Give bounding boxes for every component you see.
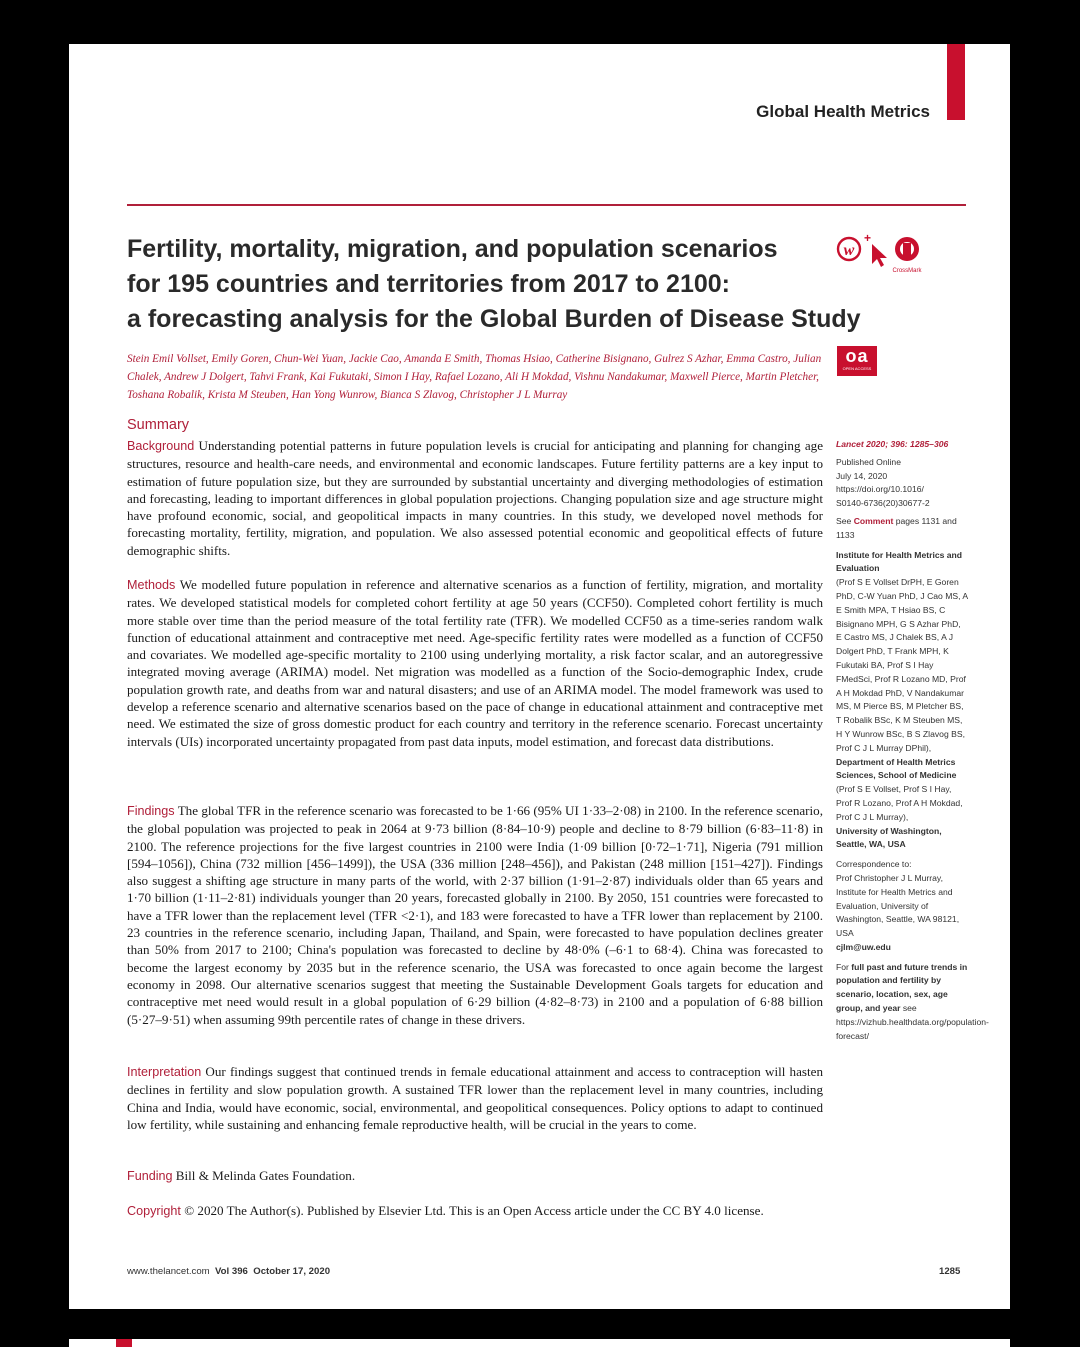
comment-pages: pages 1131 and 1133	[836, 515, 957, 540]
svg-text:+: +	[864, 232, 872, 245]
methods-label: Methods	[127, 578, 176, 592]
institution-1: Institute for Health Metrics and Evaluation	[836, 549, 963, 574]
author-list: Stein Emil Vollset, Emily Goren, Chun-Wei Yuan, Jackie Cao, Amanda E Smith, Thomas Hsiao, Catherine Bisignano, Gulrez S Azhar, Emma Castro, Julian Chalek, Andrew J Dolgert, Tahvi Frank, Kai Fukutaki, Simon I Hay, Rafael Lozano, Ali H Mokdad, Vishnu Nandakumar, Maxwell Pierce, Martin Pletcher, Toshana Robalik, Krista M Steuben, Han Yong Wunrow, Bianca S Zlavog, Christopher J L Murray	[127, 353, 822, 401]
footer-date: October 17, 2020	[253, 1266, 331, 1277]
title-line: Fertility, mortality, migration, and population scenarios	[127, 235, 778, 263]
article-title	[127, 232, 861, 337]
page-number: 1285	[939, 1266, 961, 1277]
next-page-edge	[69, 1339, 1010, 1347]
footer-site[interactable]: www.thelancet.com	[127, 1266, 210, 1277]
icon-group	[836, 232, 936, 276]
interpretation-label: Interpretation	[127, 1065, 202, 1079]
oa-sub-label: OPEN ACCESS	[842, 366, 872, 371]
crossmark-icon[interactable]	[892, 237, 922, 274]
cursor-icon	[872, 244, 887, 267]
doi-line-1: https://doi.org/10.1016/	[836, 484, 924, 495]
more-data-note	[836, 961, 968, 1016]
see-comment	[836, 515, 968, 543]
findings-label: Findings	[127, 804, 175, 818]
funding-text: Bill & Melinda Gates Foundation.	[175, 1168, 356, 1183]
institution-2: Department of Health Metrics Sciences, School of Medicine	[836, 756, 957, 781]
background-label: Background	[127, 439, 195, 453]
comment-link[interactable]: Comment	[853, 515, 894, 526]
correspondence-label: Correspondence to:	[836, 859, 912, 870]
background-paragraph	[127, 437, 823, 559]
title-line: a forecasting analysis for the Global Burden of Disease Study	[127, 305, 861, 333]
published-online: Published Online	[836, 456, 901, 467]
for-label: For	[836, 961, 849, 972]
findings-paragraph	[127, 802, 823, 1028]
methods-paragraph	[127, 576, 823, 750]
copyright-text: © 2020 The Author(s). Published by Elsevier Ltd. This is an Open Access article under the CC BY 4.0 license.	[184, 1203, 764, 1218]
correspondence-address: Prof Christopher J L Murray, Institute for Health Metrics and Evaluation, University of Washington, Seattle, WA 98121, USA	[836, 872, 960, 939]
funding-label: Funding	[127, 1169, 173, 1183]
interpretation-paragraph	[127, 1063, 823, 1133]
oa-label: oa	[845, 346, 869, 366]
email-link[interactable]: cjlm@uw.edu	[836, 941, 891, 952]
funding-paragraph	[127, 1167, 823, 1185]
section-tab	[947, 44, 965, 120]
header-rule	[127, 204, 966, 206]
summary-heading: Summary	[127, 417, 190, 433]
next-page-tab	[116, 1339, 132, 1347]
institution-1-people: (Prof S E Vollset DrPH, E Goren PhD, C-W Yuan PhD, J Cao MS, A E Smith MPA, T Hsiao BS, C Bisignano MPH, G S Azhar PhD, E Castro MS, J Chalek BS, A J Dolgert PhD, T Frank MPH, K Fukutaki BA, Prof S I Hay FMedSci, Prof R Lozano MD, Prof A H Mokdad PhD, V Nandakumar MS, M Pierce BS, M Pletcher BS, T Robalik BSc, K M Steuben MS, H Y Wunrow BSc, B S Zlavog BS, Prof C J L Murray DPhil),	[836, 577, 968, 753]
section-label: Global Health Metrics	[756, 102, 930, 121]
footer-left	[127, 1266, 330, 1277]
doi-line-2: S0140-6736(20)30677-2	[836, 498, 930, 509]
copyright-label: Copyright	[127, 1204, 181, 1218]
published-date: July 14, 2020	[836, 470, 888, 481]
footer-volume: Vol 396	[215, 1266, 248, 1277]
citation: Lancet 2020; 396: 1285–306	[836, 439, 949, 449]
institution-2-place: University of Washington, Seattle, WA, USA	[836, 825, 942, 850]
copyright-paragraph	[127, 1202, 823, 1220]
doi-link[interactable]	[836, 483, 968, 511]
see-label: See	[836, 515, 852, 526]
interpretation-text: Our findings suggest that continued trends in female educational attainment and access to contraception will hasten declines in fertility and slow population growth. A sustained TFR lower than the replacement level in many countries, including China and India, would have economic, social, environmental, and geopolitical consequences. Policy options to adapt to continued low fertility, while sustaining and enhancing female reproductive health, will be crucial in the years to come.	[127, 1064, 823, 1132]
article-icons	[836, 232, 936, 276]
svg-text:w: w	[843, 242, 855, 259]
open-access-badge[interactable]	[837, 346, 877, 376]
vizhub-link[interactable]: https://vizhub.healthdata.org/population-forecast/	[836, 1016, 989, 1041]
more-data-text: full past and future trends in population and fertility by scenario, location, sex, age group, and year	[836, 961, 968, 1014]
title-line: for 195 countries and territories from 2017 to 2100:	[127, 270, 730, 298]
methods-text: We modelled future population in reference and alternative scenarios as a function of fertility, migration, and mortality rates. We developed statistical models for completed cohort fertility at age 50 years (CCF50). Completed cohort fertility is much more stable over time than the period measure of the total fertility rate (TFR). We modelled CCF50 as a time-series random walk function of educational attainment and contraceptive met need. Age-specific fertility rates were modelled as a function of CCF50 and covariates. We modelled age-specific mortality to 2100 using underlying mortality, a risk factor scalar, and an autoregressive integrated moving average (ARIMA) model. Net migration was modelled as a function of the Socio-demographic Index, crude population growth rate, and deaths from war and natural disasters; and use of an ARIMA model. The model framework was used to develop a reference scenario and alternative scenarios based on the pace of change in educational attainment and contraceptive met need. We estimated the size of gross domestic product for each country and territory in the reference scenario. Forecast uncertainty intervals (UIs) incorporated uncertainty propagated from past data inputs, model estimation, and forecast data distributions.	[127, 577, 824, 749]
web-first-icon[interactable]	[838, 232, 871, 260]
crossmark-label: CrossMark	[892, 268, 922, 274]
institution-2-people: (Prof S E Vollset, Prof S I Hay, Prof R Lozano, Prof A H Mokdad, Prof C J L Murray),	[836, 784, 963, 822]
background-text: Understanding potential patterns in future population levels is crucial for anticipating and planning for changing age structures, resource and health-care needs, and environmental and economic landscapes. Future fertility patterns are a key input to estimation of future population size, but they are surrounded by substantial uncertainty and diverging methodologies of estimation and forecasting, leading to important differences in global population projections. Changing population size and age structure might have profound economic, social, and geopolitical impacts in many countries. In this study, we developed novel methods for forecasting mortality, fertility, migration, and population. We also assessed potential economic and geopolitical effects of future demographic shifts.	[127, 438, 824, 558]
findings-text: The global TFR in the reference scenario was forecasted to be 1·66 (95% UI 1·33–2·08) in 2100. In the reference scenario, the global population was projected to peak in 2064 at 9·73 billion (8·84–10·9) people and decline to 8·79 billion (6·83–11·8) in 2100. The reference projections for the five largest countries in 2100 were India (1·09 billion [0·72–1·71], Nigeria (791 million [594–1056]), China (732 million [456–1499]), the USA (336 million [248–456]), and Pakistan (248 million [151–427]). Findings also suggest a shifting age structure in many parts of the world, with 2·37 billion (1·91–2·87) individuals older than 65 years and 1·70 billion (1·11–2·81) individuals younger than 20 years, forecasted globally in 2100. By 2050, 151 countries were forecasted to have a TFR lower than the replacement level (TFR <2·1), and 183 were forecasted to have a TFR lower than replacement by 2100. 23 countries in the reference scenario, including Japan, Thailand, and Spain, were forecasted to have population declines greater than 50% from 2017 to 2100; China's population was forecasted to decline by 48·0% (–6·1 to 68·4). China was forecasted to become the largest economy by 2035 but in the reference scenario, the USA was forecasted to once again become the largest economy in 2098. Our alternative scenarios suggest that meeting the Sustainable Development Goals targets for education and contraceptive met need would result in a global population of 6·29 billion (4·82–8·73) in 2100 and a population of 6·88 billion (5·27–9·51) when assuming 99th percentile rates of change in these drivers.	[127, 803, 823, 1027]
sidebar	[836, 438, 989, 1043]
see2-label: see	[902, 1003, 917, 1014]
